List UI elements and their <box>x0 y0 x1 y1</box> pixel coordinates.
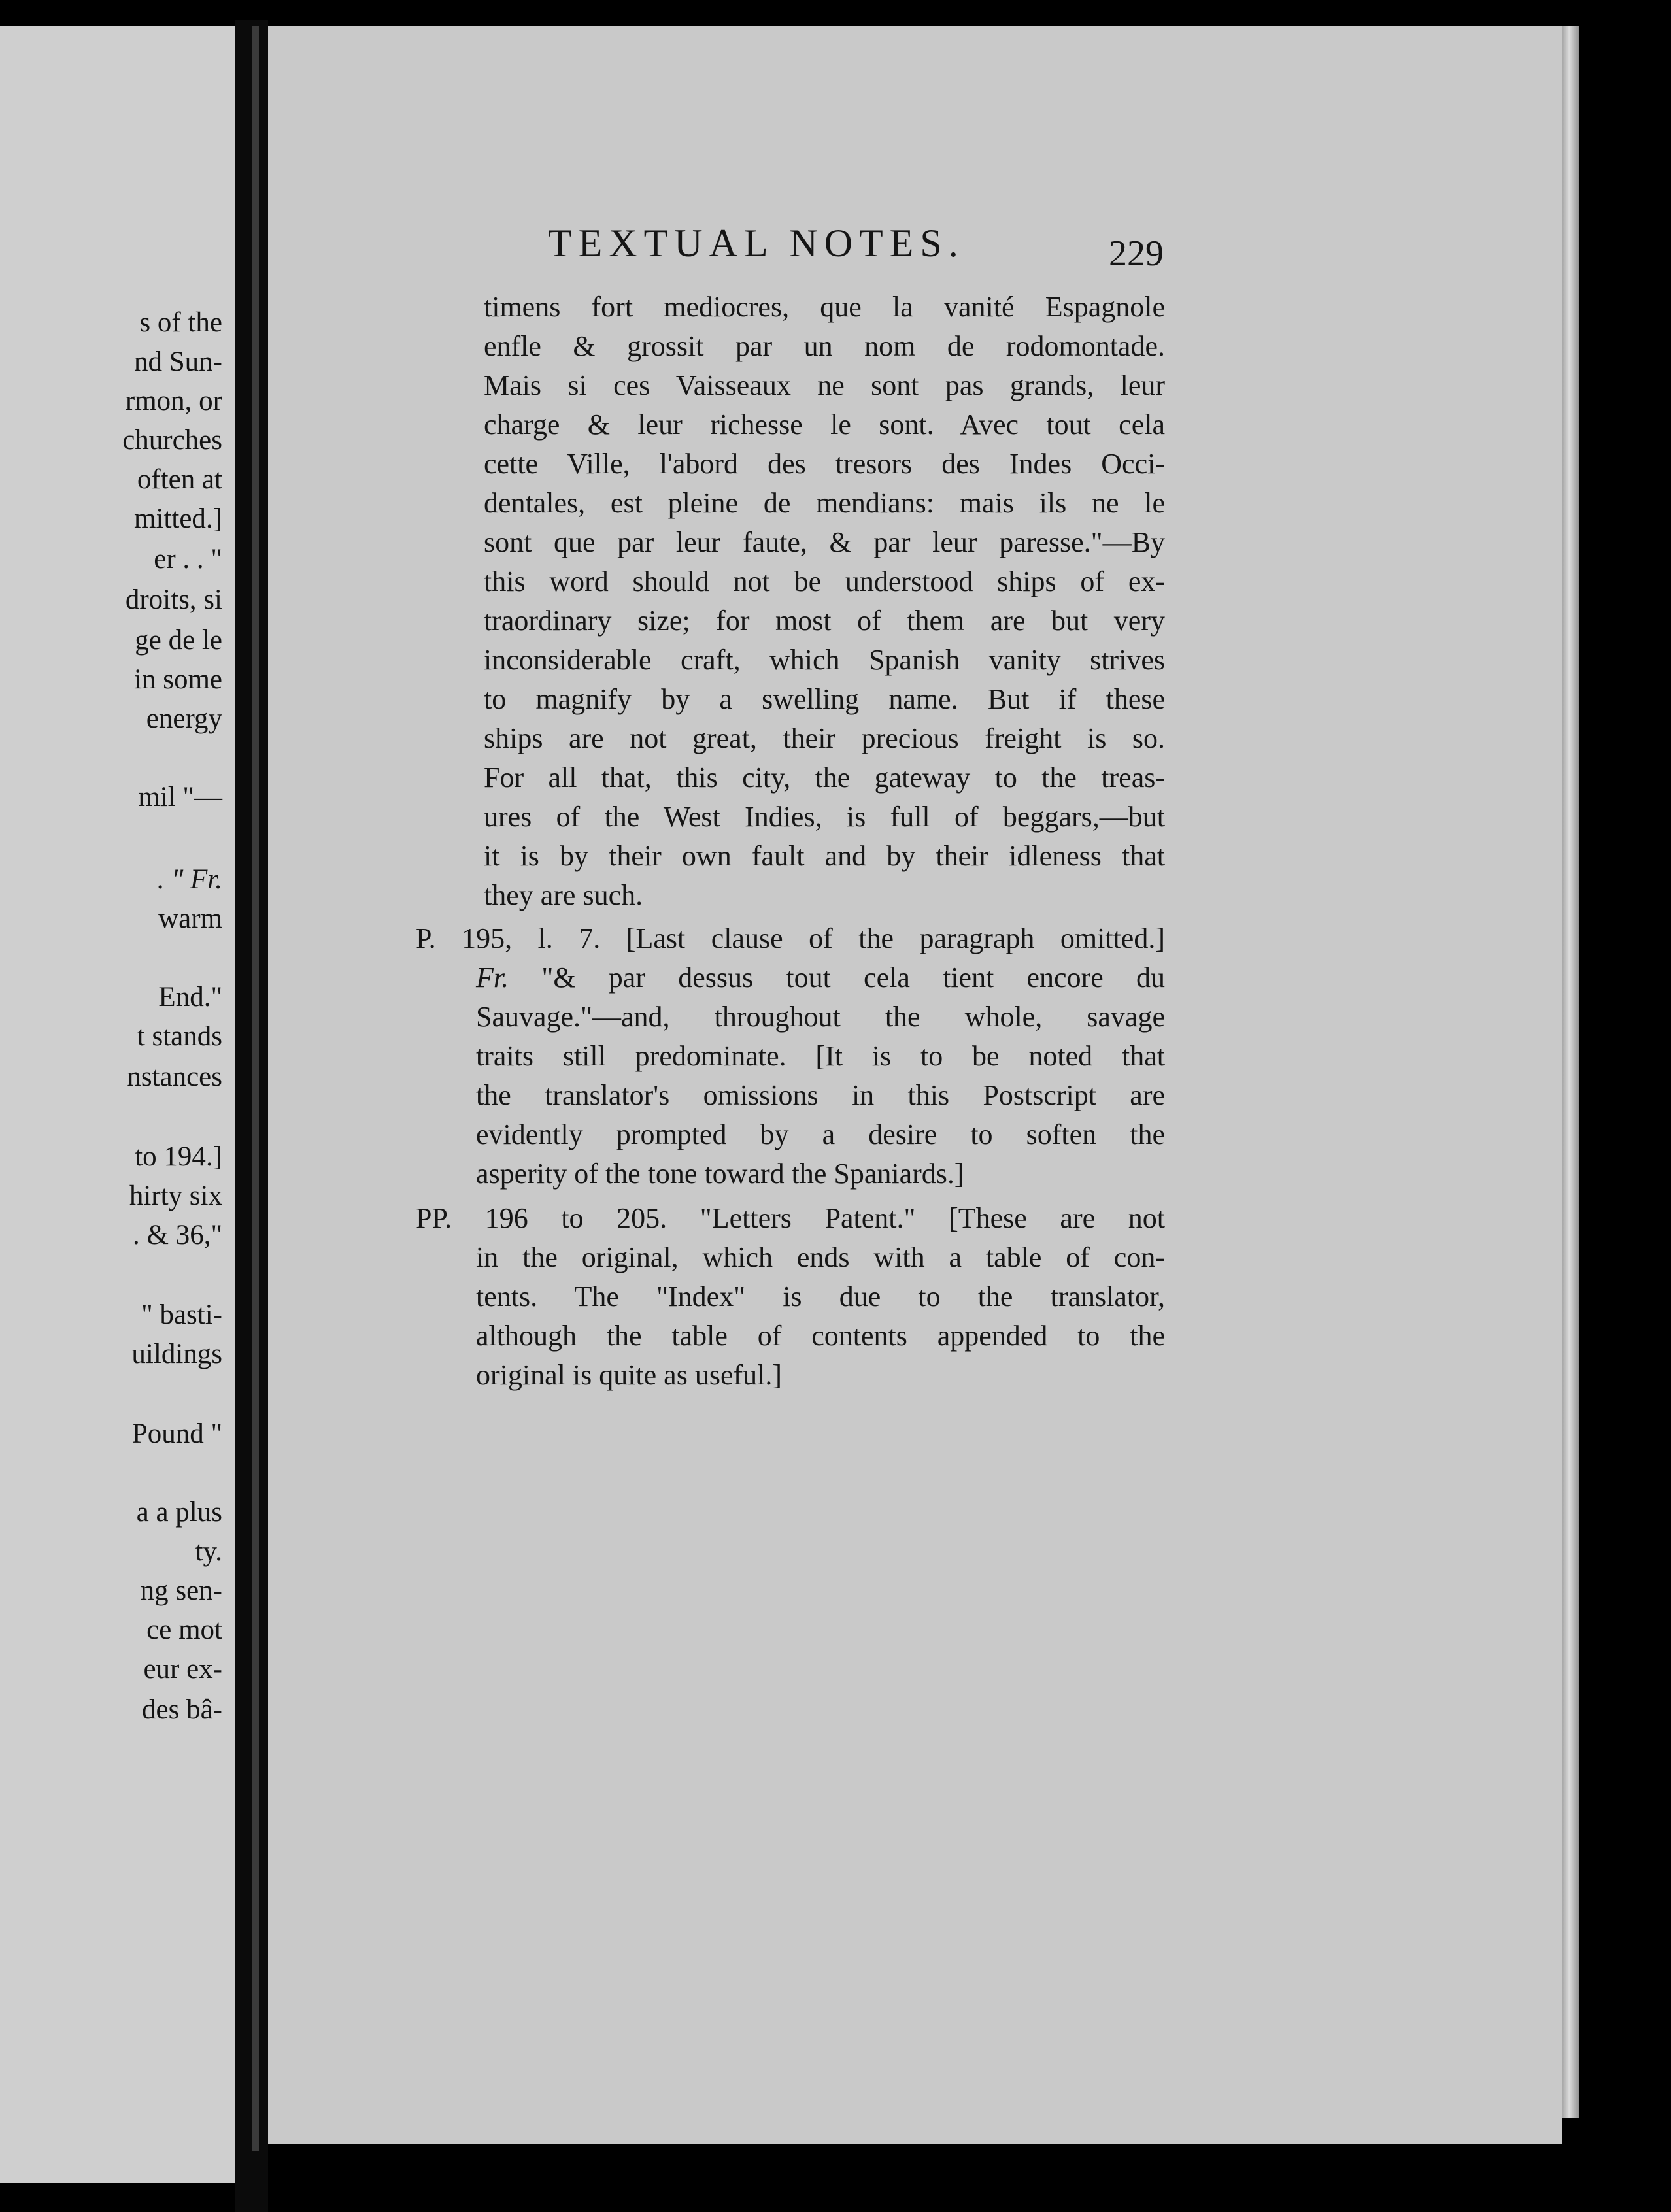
left-page-fragment: s of the <box>139 307 222 338</box>
page-number: 229 <box>1109 233 1164 274</box>
text-line: evidently prompted by a desire to soften the <box>476 1118 1165 1150</box>
text-line: ures of the West Indies, is full of beggars,—but <box>484 801 1165 833</box>
text-line: in the original, which ends with a table of con- <box>476 1241 1165 1273</box>
left-page-fragment: warm <box>158 903 222 934</box>
left-page-fragment: ng sen- <box>140 1575 222 1606</box>
left-page-fragment: in some <box>134 664 222 695</box>
text-line: dentales, est pleine de mendians: mais ils ne le <box>484 487 1165 519</box>
text-line: original is quite as useful.] <box>476 1359 783 1391</box>
text-line: ships are not great, their precious freight is so. <box>484 722 1165 754</box>
text-line: Sauvage."—and, throughout the whole, savage <box>476 1001 1165 1033</box>
french-label: Fr. <box>476 962 509 994</box>
left-page-fragment: often at <box>137 464 222 495</box>
text-line: traordinary size; for most of them are but very <box>484 605 1165 637</box>
text-line: tents. The "Index" is due to the translator, <box>476 1281 1165 1313</box>
text-line: asperity of the tone toward the Spaniards.] <box>476 1158 964 1190</box>
note-entry-p195: P. 195, l. 7. [Last clause of the paragraph omitted.] <box>416 922 1165 954</box>
text-line-rest: "& par dessus tout cela tient encore du <box>541 962 1165 994</box>
left-page-fragment: Pound " <box>131 1418 222 1449</box>
left-page-fragment: . & 36," <box>133 1220 222 1250</box>
note-entry-pp196: PP. 196 to 205. "Letters Patent." [These are not <box>416 1202 1165 1234</box>
left-page-fragment: churches <box>122 425 222 456</box>
left-page-fragment: End." <box>158 982 222 1013</box>
left-page-fragment: eur ex- <box>143 1654 222 1684</box>
left-page-fragment: des bâ- <box>142 1694 222 1725</box>
left-page-fragment: uildings <box>131 1339 222 1369</box>
book-gutter <box>235 20 268 2212</box>
text-line: it is by their own fault and by their idleness that <box>484 840 1165 872</box>
gutter-rule <box>252 26 259 2151</box>
left-page-fragment: droits, si <box>125 584 222 615</box>
text-line: this word should not be understood ships of ex- <box>484 565 1165 597</box>
text-line <box>476 958 1165 997</box>
left-page-fragment-text: . " Fr. <box>157 864 222 895</box>
text-line: charge & leur richesse le sont. Avec tout cela <box>484 409 1165 441</box>
left-page-fragment: hirty six <box>129 1181 222 1211</box>
left-page-fragment: er . . " <box>154 544 222 575</box>
text-line: they are such. <box>484 879 643 911</box>
text-line: sont que par leur faute, & par leur paresse."—By <box>484 526 1165 558</box>
left-page-fragment: ty. <box>195 1536 222 1567</box>
left-page-fragment: a a plus <box>136 1497 222 1528</box>
text-line: enfle & grossit par un nom de rodomontade. <box>484 330 1165 362</box>
text-line: the translator's omissions in this Postscript are <box>476 1079 1165 1111</box>
text-line: For all that, this city, the gateway to the treas- <box>484 762 1165 794</box>
left-page-fragment: energy <box>146 703 222 734</box>
left-page-fragment: nstances <box>127 1062 222 1092</box>
running-head: TEXTUAL NOTES. <box>548 222 965 265</box>
left-page-fragment: rmon, or <box>125 386 222 416</box>
left-page-fragment: t stands <box>137 1021 222 1052</box>
page-edge <box>1562 26 1579 2118</box>
left-page-fragment: mil "— <box>138 782 222 813</box>
left-page-fragment: ce mot <box>146 1615 222 1645</box>
text-line: traits still predominate. [It is to be noted that <box>476 1040 1165 1072</box>
text-line: although the table of contents appended to the <box>476 1320 1165 1352</box>
left-page-fragment: " basti- <box>141 1299 222 1330</box>
left-page-fragment: nd Sun- <box>134 346 222 377</box>
left-page <box>0 26 235 2183</box>
left-page-fragment: mitted.] <box>134 503 222 534</box>
text-line: to magnify by a swelling name. But if these <box>484 683 1165 715</box>
left-page-fragment <box>158 860 222 899</box>
text-line: inconsiderable craft, which Spanish vanity strives <box>484 644 1165 676</box>
text-line: cette Ville, l'abord des tresors des Indes Occi- <box>484 448 1165 480</box>
left-page-fragment: ge de le <box>135 625 222 656</box>
text-line: Mais si ces Vaisseaux ne sont pas grands, leur <box>484 369 1165 401</box>
text-line: timens fort mediocres, que la vanité Espagnole <box>484 291 1165 323</box>
left-page-fragment: to 194.] <box>135 1141 222 1172</box>
